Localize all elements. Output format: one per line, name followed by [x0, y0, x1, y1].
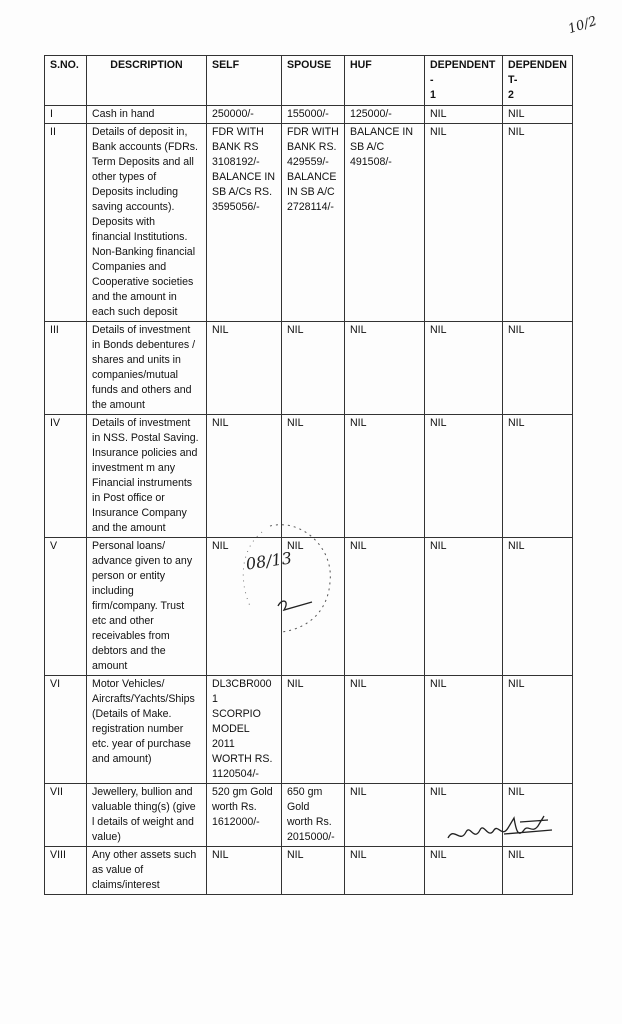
table-row: [45, 124, 573, 322]
cell-dependent-2: NIL: [503, 784, 573, 847]
cell-self: NIL: [207, 415, 282, 538]
cell-description: Jewellery, bullion and valuable thing(s) (give l details of weight and value): [87, 784, 207, 847]
header-dependent-1: DEPENDENT- 1: [425, 56, 503, 106]
cell-spouse: NIL: [282, 538, 345, 676]
page-number-mark: 10/2: [566, 13, 599, 38]
cell-self: NIL: [207, 847, 282, 895]
cell-description: Details of deposit in, Bank accounts (FDRs. Term Deposits and all other types of Deposits including saving accounts). Deposits with financial Institutions. Non-Banking financial Companies and Cooperative societies and the amount in each such deposit: [87, 124, 207, 322]
table-row: [45, 322, 573, 415]
cell-self: 520 gm Gold worth Rs. 1612000/-: [207, 784, 282, 847]
table-row: [45, 676, 573, 784]
cell-self: DL3CBR0001 SCORPIO MODEL 2011 WORTH RS. 1120504/-: [207, 676, 282, 784]
header-dependent-2: DEPENDENT- 2: [503, 56, 573, 106]
cell-sno: V: [45, 538, 87, 676]
cell-dependent-1: NIL: [425, 676, 503, 784]
cell-sno: VII: [45, 784, 87, 847]
cell-huf: NIL: [345, 847, 425, 895]
cell-spouse: NIL: [282, 322, 345, 415]
cell-huf: NIL: [345, 784, 425, 847]
cell-spouse: NIL: [282, 415, 345, 538]
signature-icon: [444, 808, 554, 848]
cell-description: Details of investment in Bonds debentures / shares and units in companies/mutual funds and others and the amount: [87, 322, 207, 415]
cell-description: Motor Vehicles/ Aircrafts/Yachts/Ships (Details of Make. registration number etc. year of purchase and amount): [87, 676, 207, 784]
cell-dependent-2: NIL: [503, 847, 573, 895]
cell-dependent-2: NIL: [503, 124, 573, 322]
cell-dependent-1: NIL: [425, 847, 503, 895]
cell-huf: 125000/-: [345, 106, 425, 124]
cell-huf: NIL: [345, 676, 425, 784]
cell-huf: BALANCE IN SB A/C 491508/-: [345, 124, 425, 322]
cell-sno: IV: [45, 415, 87, 538]
cell-dependent-2: NIL: [503, 538, 573, 676]
cell-huf: NIL: [345, 415, 425, 538]
cell-spouse: NIL: [282, 676, 345, 784]
table-row: [45, 847, 573, 895]
cell-dependent-1: NIL: [425, 124, 503, 322]
table-header-row: [45, 56, 573, 106]
table-row: [45, 106, 573, 124]
cell-description: Details of investment in NSS. Postal Saving. Insurance policies and investment m any Financial instruments in Post office or Insurance Company and the amount: [87, 415, 207, 538]
cell-dependent-2: NIL: [503, 322, 573, 415]
cell-spouse: FDR WITH BANK RS. 429559/- BALANCE IN SB A/C 2728114/-: [282, 124, 345, 322]
assets-table: [44, 55, 573, 895]
header-spouse: SPOUSE: [282, 56, 345, 106]
cell-dependent-1: NIL: [425, 784, 503, 847]
cell-dependent-1: NIL: [425, 322, 503, 415]
cell-spouse: NIL: [282, 847, 345, 895]
cell-dependent-1: NIL: [425, 538, 503, 676]
cell-sno: I: [45, 106, 87, 124]
cell-self: FDR WITH BANK RS 3108192/- BALANCE IN SB A/Cs RS. 3595056/-: [207, 124, 282, 322]
cell-sno: II: [45, 124, 87, 322]
header-sno: S.NO.: [45, 56, 87, 106]
cell-self: NIL: [207, 322, 282, 415]
cell-description: Cash in hand: [87, 106, 207, 124]
cell-dependent-2: NIL: [503, 676, 573, 784]
round-stamp-mark: [232, 518, 336, 636]
header-description: DESCRIPTION: [87, 56, 207, 106]
header-self: SELF: [207, 56, 282, 106]
cell-sno: III: [45, 322, 87, 415]
cell-spouse: 155000/-: [282, 106, 345, 124]
cell-self: 250000/-: [207, 106, 282, 124]
cell-dependent-1: NIL: [425, 415, 503, 538]
cell-sno: VIII: [45, 847, 87, 895]
cell-description: Personal loans/ advance given to any person or entity including firm/company. Trust etc and other receivables from debtors and the amount: [87, 538, 207, 676]
stamp-handwritten-date: 08/13: [244, 548, 294, 574]
cell-sno: VI: [45, 676, 87, 784]
header-huf: HUF: [345, 56, 425, 106]
cell-dependent-1: NIL: [425, 106, 503, 124]
cell-self: NIL: [207, 538, 282, 676]
cell-dependent-2: NIL: [503, 106, 573, 124]
cell-spouse: 650 gm Gold worth Rs. 2015000/-: [282, 784, 345, 847]
cell-huf: NIL: [345, 322, 425, 415]
cell-dependent-2: NIL: [503, 415, 573, 538]
cell-description: Any other assets such as value of claims/interest: [87, 847, 207, 895]
cell-huf: NIL: [345, 538, 425, 676]
